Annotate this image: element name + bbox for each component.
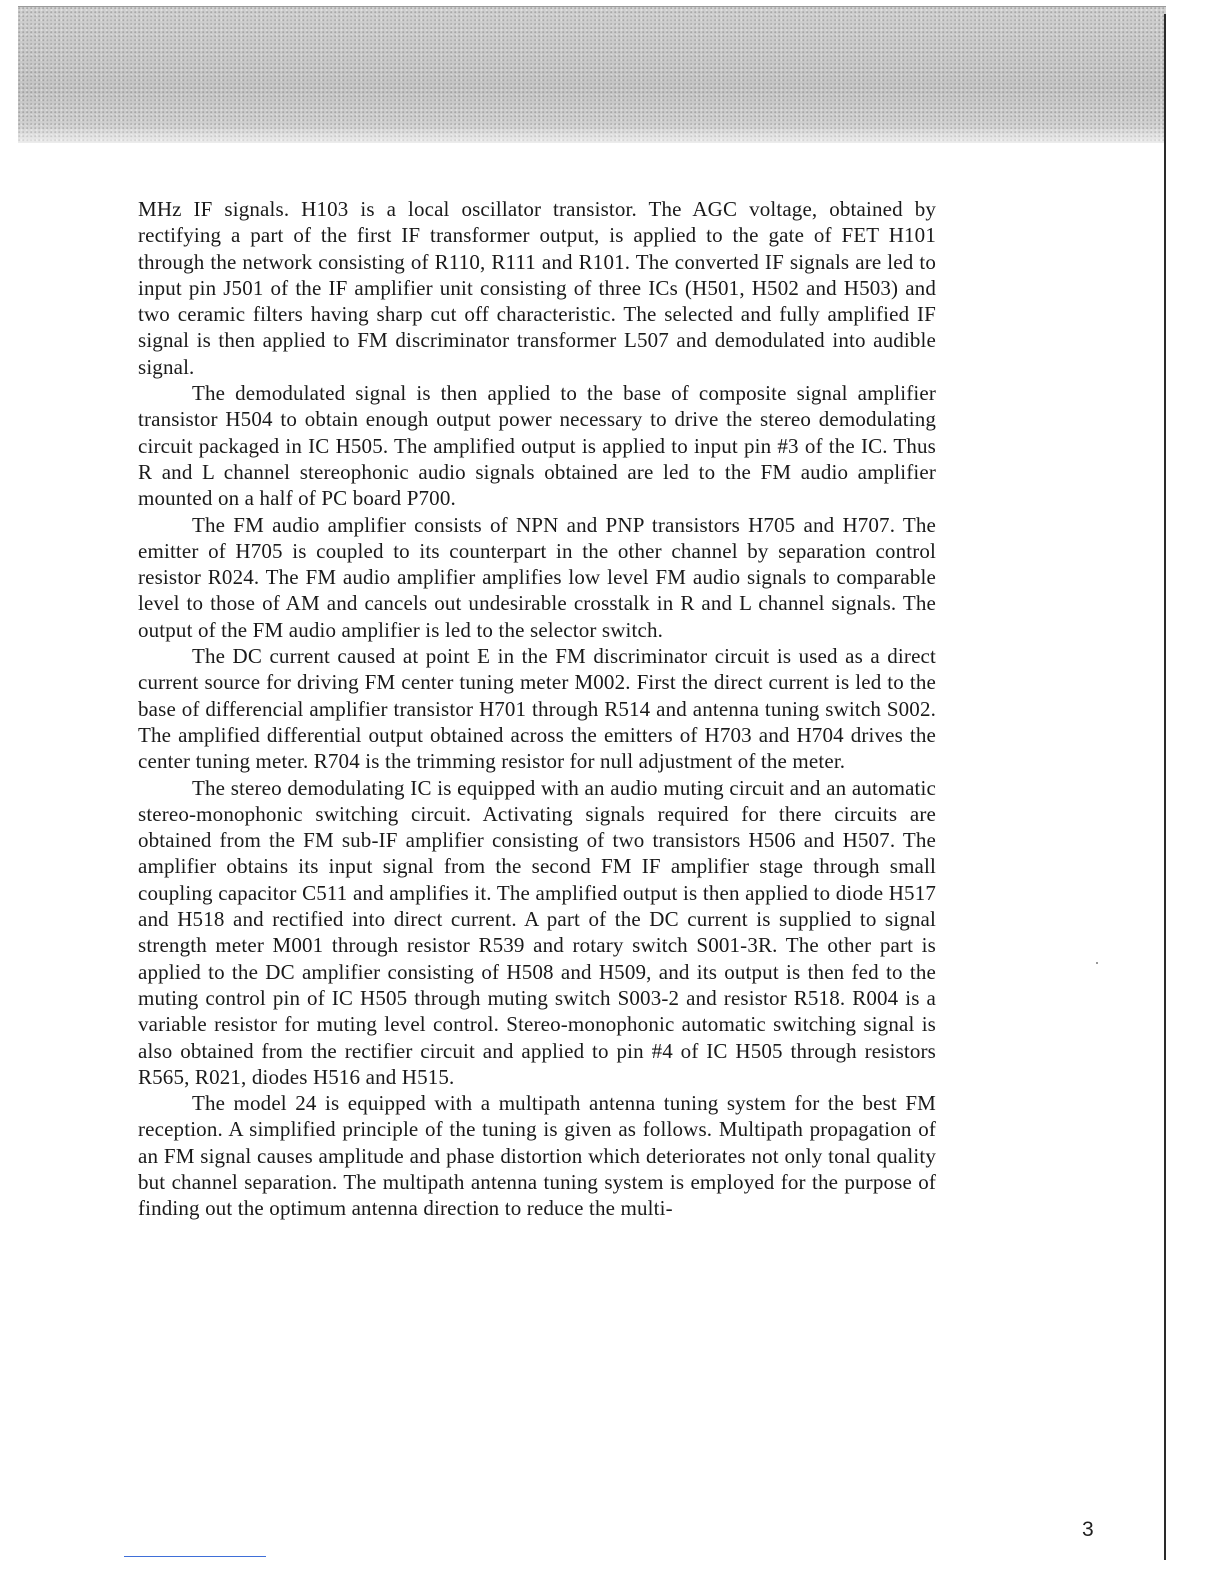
paragraph-stereo-demodulating-ic: The stereo demodulating IC is equipped with an audio muting circuit and an automatic stereo-monophonic switching circuit. Activating signals required for there circuits are obtained from the FM sub-IF amplifier consisting of two transistors H506 and H507. The amplifier obtains its input signal from the second FM IF amplifier stage through small coupling capacitor C511 and amplifies it. The amplified output is then applied to diode H517 and H518 and rectified into direct current. A part of the DC current is supplied to signal strength meter M001 through resistor R539 and rotary switch S001-3R. The other part is applied to the DC amplifier consisting of H508 and H509, and its output is then fed to the muting control pin of IC H505 through muting switch S003-2 and resistor R518. R004 is a variable resistor for muting level control. Stereo-monophonic automatic switching signal is also obtained from the rectifier circuit and applied to pin #4 of IC H505 through resistors R565, R021, diodes H516 and H515. bbox=[138, 775, 936, 1089]
right-margin-rule bbox=[1164, 14, 1166, 1560]
header-halftone-band bbox=[18, 6, 1166, 143]
paragraph-fm-audio-amplifier: The FM audio amplifier consists of NPN and PNP transistors H705 and H707. The emitter of H705 is coupled to its counterpart in the other channel by separation control resistor R024. The FM audio amplifier amplifies low level FM audio signals to comparable level to those of AM and cancels out undesirable crosstalk in R and L channel signals. The output of the FM audio amplifier is led to the selector switch. bbox=[138, 512, 936, 642]
paragraph-if-signals: MHz IF signals. H103 is a local oscillator transistor. The AGC voltage, obtained by rectifying a part of the first IF transformer output, is applied to the gate of FET H101 through the network consisting of R110, R111 and R101. The converted IF signals are led to input pin J501 of the IF amplifier unit consisting of three ICs (H501, H502 and H503) and two ceramic filters having sharp cut off characteristic. The selected and fully amplified IF signal is then applied to FM discriminator transformer L507 and demodulated into audible signal. bbox=[138, 197, 936, 379]
paragraph-demodulated-signal: The demodulated signal is then applied to the base of composite signal amplifier transistor H504 to obtain enough output power necessary to drive the stereo demodulating circuit packaged in IC H505. The amplified output is applied to input pin #3 of the IC. Thus R and L channel stereophonic audio signals obtained are led to the FM audio amplifier mounted on a half of PC board P700. bbox=[138, 381, 936, 511]
scan-speck bbox=[1096, 962, 1098, 964]
page-number: 3 bbox=[1082, 1518, 1094, 1541]
paragraph-multipath-antenna: The model 24 is equipped with a multipath antenna tuning system for the best FM reception. A simplified principle of the tuning is given as follows. Multipath propagation of an FM signal causes amplitude and phase distortion which deteriorates not only tonal quality but channel separation. The multipath antenna tuning system is employed for the purpose of finding out the optimum antenna direction to reduce the multi- bbox=[138, 1091, 936, 1221]
body-text bbox=[138, 196, 936, 1222]
bottom-edge-rule bbox=[124, 1556, 266, 1557]
paragraph-dc-current: The DC current caused at point E in the FM discriminator circuit is used as a direct current source for driving FM center tuning meter M002. First the direct current is led to the base of differencial amplifier transistor H701 through R514 and antenna tuning switch S002. The amplified differential output obtained across the emitters of H703 and H704 drives the center tuning meter. R704 is the trimming resistor for null adjustment of the meter. bbox=[138, 644, 936, 774]
